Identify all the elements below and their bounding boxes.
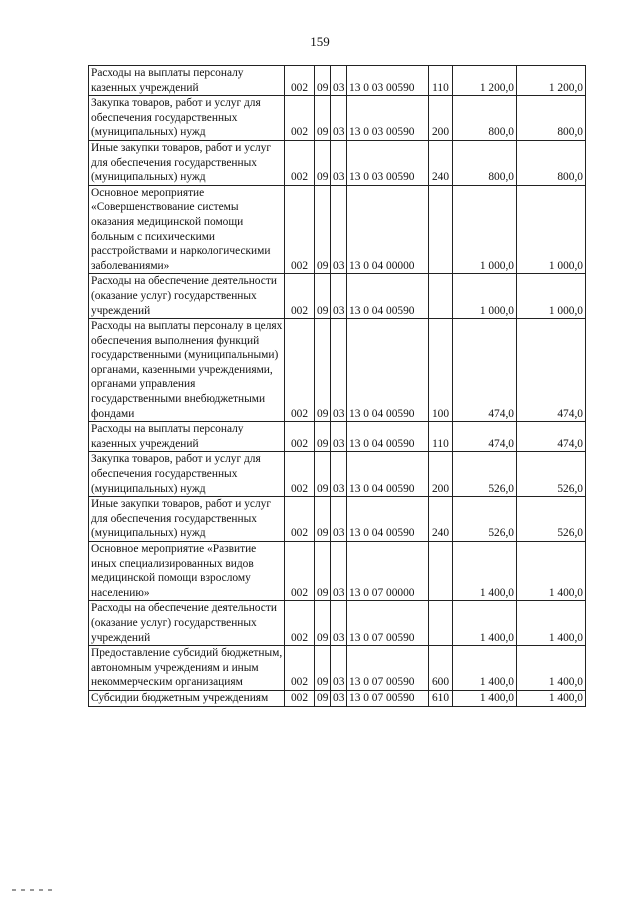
section-cell: 09 xyxy=(315,422,331,452)
ministry-code-cell: 002 xyxy=(285,140,315,185)
ministry-code-cell: 002 xyxy=(285,66,315,96)
expense-name-cell: Предоставление субсидий бюджетным, автономным учреждениям и иным некоммерческим организациям xyxy=(89,646,285,691)
ministry-code-cell: 002 xyxy=(285,452,315,497)
subsection-cell: 03 xyxy=(331,422,347,452)
expense-name-cell: Закупка товаров, работ и услуг для обеспечения государственных (муниципальных) нужд xyxy=(89,96,285,141)
ministry-code-cell: 002 xyxy=(285,497,315,542)
ministry-code-cell: 002 xyxy=(285,601,315,646)
target-article-cell: 13 0 04 00590 xyxy=(347,319,429,422)
amount-year1-cell: 800,0 xyxy=(453,96,517,141)
section-cell: 09 xyxy=(315,497,331,542)
ministry-code-cell: 002 xyxy=(285,542,315,601)
table-row xyxy=(89,319,586,422)
ministry-code-cell: 002 xyxy=(285,646,315,691)
table-row xyxy=(89,601,586,646)
amount-year2-cell: 800,0 xyxy=(517,140,586,185)
expense-name-cell: Расходы на обеспечение деятельности (оказание услуг) государственных учреждений xyxy=(89,601,285,646)
table-row xyxy=(89,422,586,452)
section-cell: 09 xyxy=(315,96,331,141)
amount-year2-cell: 526,0 xyxy=(517,497,586,542)
amount-year1-cell: 474,0 xyxy=(453,319,517,422)
expense-type-cell: 110 xyxy=(429,66,453,96)
table-row xyxy=(89,497,586,542)
expense-type-cell: 610 xyxy=(429,690,453,706)
section-cell: 09 xyxy=(315,66,331,96)
target-article-cell: 13 0 03 00590 xyxy=(347,96,429,141)
subsection-cell: 03 xyxy=(331,542,347,601)
subsection-cell: 03 xyxy=(331,185,347,274)
table-row xyxy=(89,646,586,691)
table-row xyxy=(89,185,586,274)
section-cell: 09 xyxy=(315,140,331,185)
scan-artifact xyxy=(12,889,52,891)
amount-year1-cell: 474,0 xyxy=(453,422,517,452)
amount-year2-cell: 800,0 xyxy=(517,96,586,141)
amount-year2-cell: 1 400,0 xyxy=(517,542,586,601)
section-cell: 09 xyxy=(315,319,331,422)
amount-year1-cell: 526,0 xyxy=(453,452,517,497)
expense-name-cell: Субсидии бюджетным учреждениям xyxy=(89,690,285,706)
table-row xyxy=(89,140,586,185)
ministry-code-cell: 002 xyxy=(285,185,315,274)
target-article-cell: 13 0 07 00000 xyxy=(347,542,429,601)
target-article-cell: 13 0 07 00590 xyxy=(347,646,429,691)
expense-name-cell: Иные закупки товаров, работ и услуг для обеспечения государственных (муниципальных) нужд xyxy=(89,140,285,185)
section-cell: 09 xyxy=(315,646,331,691)
amount-year1-cell: 1 400,0 xyxy=(453,690,517,706)
target-article-cell: 13 0 07 00590 xyxy=(347,690,429,706)
expense-type-cell: 200 xyxy=(429,96,453,141)
expense-type-cell: 100 xyxy=(429,319,453,422)
ministry-code-cell: 002 xyxy=(285,422,315,452)
target-article-cell: 13 0 07 00590 xyxy=(347,601,429,646)
subsection-cell: 03 xyxy=(331,452,347,497)
ministry-code-cell: 002 xyxy=(285,274,315,319)
amount-year2-cell: 1 000,0 xyxy=(517,274,586,319)
subsection-cell: 03 xyxy=(331,690,347,706)
amount-year2-cell: 1 000,0 xyxy=(517,185,586,274)
expense-type-cell xyxy=(429,274,453,319)
section-cell: 09 xyxy=(315,690,331,706)
table-row xyxy=(89,96,586,141)
expense-name-cell: Закупка товаров, работ и услуг для обеспечения государственных (муниципальных) нужд xyxy=(89,452,285,497)
budget-table xyxy=(88,65,586,707)
section-cell: 09 xyxy=(315,601,331,646)
amount-year2-cell: 1 400,0 xyxy=(517,646,586,691)
expense-name-cell: Расходы на обеспечение деятельности (оказание услуг) государственных учреждений xyxy=(89,274,285,319)
table-row xyxy=(89,66,586,96)
table-row xyxy=(89,690,586,706)
expense-type-cell: 200 xyxy=(429,452,453,497)
expense-type-cell xyxy=(429,542,453,601)
expense-name-cell: Расходы на выплаты персоналу казенных учреждений xyxy=(89,422,285,452)
amount-year2-cell: 526,0 xyxy=(517,452,586,497)
amount-year1-cell: 1 000,0 xyxy=(453,185,517,274)
target-article-cell: 13 0 04 00000 xyxy=(347,185,429,274)
amount-year2-cell: 474,0 xyxy=(517,319,586,422)
expense-name-cell: Расходы на выплаты персоналу в целях обеспечения выполнения функций государственными (муниципальными) органами, казенными учреждениями, органами управления государственными внебюджетными фондами xyxy=(89,319,285,422)
target-article-cell: 13 0 04 00590 xyxy=(347,497,429,542)
ministry-code-cell: 002 xyxy=(285,690,315,706)
expense-name-cell: Основное мероприятие «Развитие иных специализированных видов медицинской помощи взрослому населению» xyxy=(89,542,285,601)
subsection-cell: 03 xyxy=(331,601,347,646)
expense-name-cell: Иные закупки товаров, работ и услуг для обеспечения государственных (муниципальных) нужд xyxy=(89,497,285,542)
amount-year1-cell: 526,0 xyxy=(453,497,517,542)
ministry-code-cell: 002 xyxy=(285,319,315,422)
ministry-code-cell: 002 xyxy=(285,96,315,141)
expense-type-cell: 600 xyxy=(429,646,453,691)
table-row xyxy=(89,452,586,497)
budget-table-body xyxy=(89,66,586,707)
section-cell: 09 xyxy=(315,452,331,497)
amount-year1-cell: 1 200,0 xyxy=(453,66,517,96)
target-article-cell: 13 0 04 00590 xyxy=(347,274,429,319)
amount-year1-cell: 800,0 xyxy=(453,140,517,185)
subsection-cell: 03 xyxy=(331,96,347,141)
expense-name-cell: Расходы на выплаты персоналу казенных учреждений xyxy=(89,66,285,96)
amount-year2-cell: 474,0 xyxy=(517,422,586,452)
amount-year2-cell: 1 400,0 xyxy=(517,601,586,646)
subsection-cell: 03 xyxy=(331,319,347,422)
amount-year2-cell: 1 200,0 xyxy=(517,66,586,96)
page-number: 159 xyxy=(310,34,330,49)
subsection-cell: 03 xyxy=(331,140,347,185)
amount-year2-cell: 1 400,0 xyxy=(517,690,586,706)
section-cell: 09 xyxy=(315,274,331,319)
table-row xyxy=(89,542,586,601)
target-article-cell: 13 0 03 00590 xyxy=(347,140,429,185)
expense-type-cell xyxy=(429,601,453,646)
expense-type-cell: 240 xyxy=(429,497,453,542)
subsection-cell: 03 xyxy=(331,274,347,319)
amount-year1-cell: 1 000,0 xyxy=(453,274,517,319)
amount-year1-cell: 1 400,0 xyxy=(453,542,517,601)
expense-name-cell: Основное мероприятие «Совершенствование системы оказания медицинской помощи больным с психическими расстройствами и наркологическими заболеваниями» xyxy=(89,185,285,274)
section-cell: 09 xyxy=(315,185,331,274)
subsection-cell: 03 xyxy=(331,66,347,96)
expense-type-cell xyxy=(429,185,453,274)
amount-year1-cell: 1 400,0 xyxy=(453,646,517,691)
target-article-cell: 13 0 04 00590 xyxy=(347,422,429,452)
expense-type-cell: 240 xyxy=(429,140,453,185)
target-article-cell: 13 0 03 00590 xyxy=(347,66,429,96)
target-article-cell: 13 0 04 00590 xyxy=(347,452,429,497)
expense-type-cell: 110 xyxy=(429,422,453,452)
section-cell: 09 xyxy=(315,542,331,601)
amount-year1-cell: 1 400,0 xyxy=(453,601,517,646)
subsection-cell: 03 xyxy=(331,646,347,691)
subsection-cell: 03 xyxy=(331,497,347,542)
table-row xyxy=(89,274,586,319)
